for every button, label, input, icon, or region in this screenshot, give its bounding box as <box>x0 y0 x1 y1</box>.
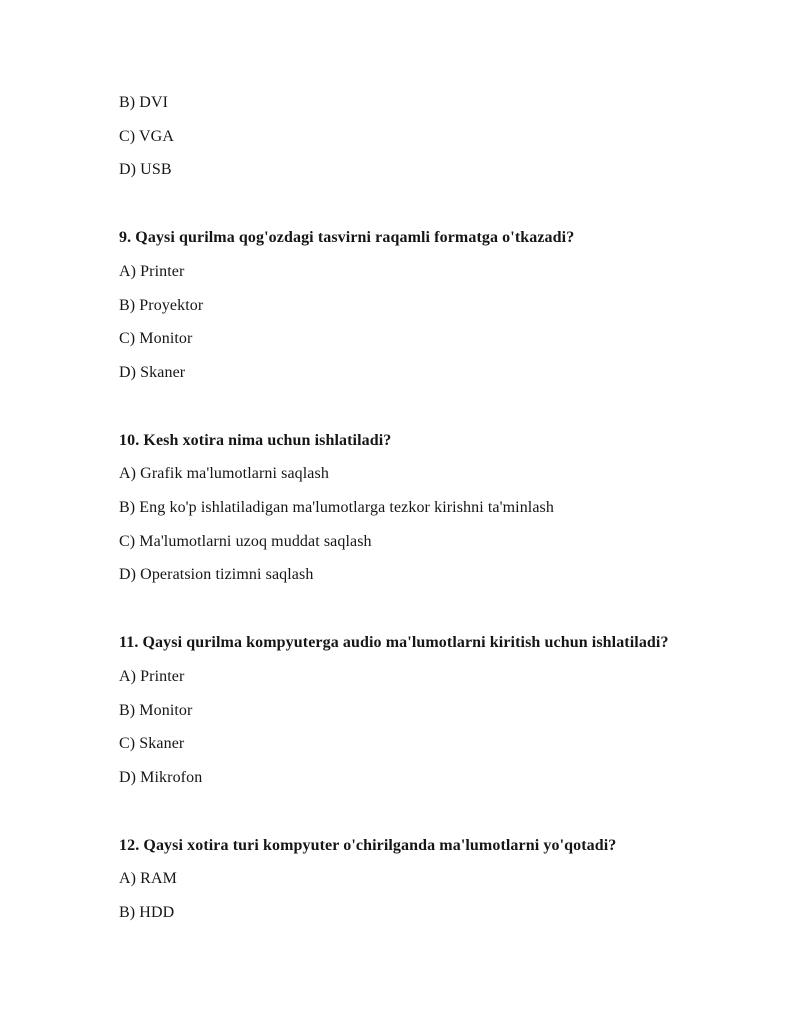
answer-option: B) Eng ko'p ishlatiladigan ma'lumotlarga tezkor kirishni ta'minlash <box>119 499 554 517</box>
question-block-10 <box>119 424 740 593</box>
answer-option: C) Ma'lumotlarni uzoq muddat saqlash <box>119 532 372 550</box>
answer-option: D) USB <box>119 161 172 179</box>
answer-option: C) Monitor <box>119 330 193 348</box>
question-text: 9. Qaysi qurilma qog'ozdagi tasvirni raqamli formatga o'tkazadi? <box>119 229 575 247</box>
answer-option: B) Monitor <box>119 701 193 719</box>
question-block-9 <box>119 221 740 390</box>
question-text: 10. Kesh xotira nima uchun ishlatiladi? <box>119 431 392 449</box>
question-block-11 <box>119 626 740 795</box>
answer-option: C) Skaner <box>119 735 185 753</box>
answer-option: D) Operatsion tizimni saqlash <box>119 566 314 584</box>
answer-option: B) DVI <box>119 94 169 111</box>
question-text: 11. Qaysi qurilma kompyuterga audio ma'lumotlarni kiritish uchun ishlatiladi? <box>119 634 669 652</box>
answer-option: A) Grafik ma'lumotlarni saqlash <box>119 465 329 483</box>
answer-option: A) Printer <box>119 262 185 280</box>
answer-option: D) Skaner <box>119 363 186 381</box>
answer-option: B) Proyektor <box>119 296 204 314</box>
answer-option: D) Mikrofon <box>119 768 203 786</box>
answer-option: B) HDD <box>119 904 175 922</box>
answer-option: C) VGA <box>119 127 174 145</box>
answer-option: A) RAM <box>119 870 177 888</box>
question-block-continued <box>119 86 740 187</box>
question-text: 12. Qaysi xotira turi kompyuter o'chirilganda ma'lumotlarni yo'qotadi? <box>119 836 617 854</box>
answer-option: A) Printer <box>119 667 185 685</box>
question-block-12 <box>119 829 740 930</box>
